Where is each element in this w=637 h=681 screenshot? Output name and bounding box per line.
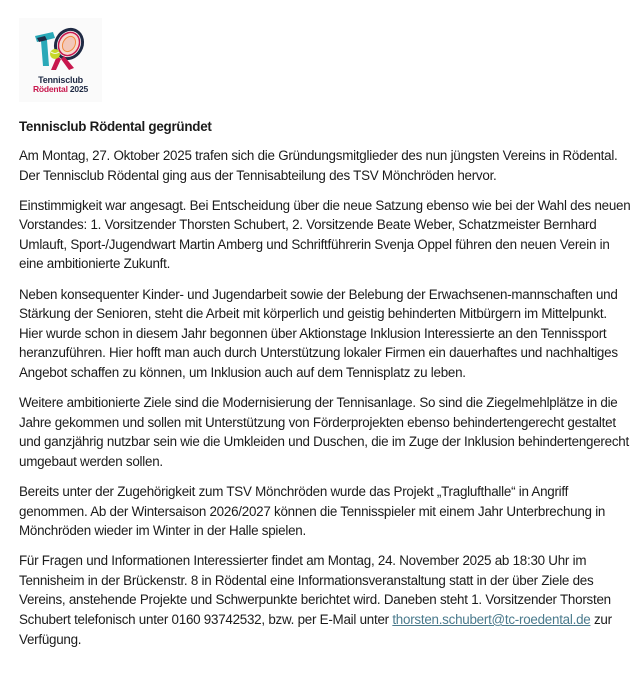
article <box>19 117 631 660</box>
article-title: Tennisclub Rödental gegründet <box>19 119 212 134</box>
logo-text-name <box>19 84 102 94</box>
article-paragraph: Bereits unter der Zugehörigkeit zum TSV Mönchröden wurde das Projekt „Traglufthalle“ in Angriff genommen. Ab der Wintersaison 2026/2027 können die Tennisspieler mit einem Jahr Unterbrechung in Mönchröden wieder im Winter in der Halle spielen. <box>19 483 606 539</box>
logo-text-club: Tennisclub <box>38 75 83 85</box>
email-link[interactable]: thorsten.schubert@tc-roedental.de <box>392 611 591 627</box>
article-paragraph: Einstimmigkeit war angesagt. Bei Entscheidung über die neue Satzung ebenso wie bei der Wahl des neuen Vorstandes: 1. Vorsitzender Thorsten Schubert, 2. Vorsitzende Beate Weber, Schatzmeister Bernhard Umlauft, Sport-/Jugendwart Martin Amberg und Schriftführerin Svenja Oppel führen den neuen Verein in eine ambitionierte Zukunft. <box>19 197 631 272</box>
logo-text-year: 2025 <box>69 84 89 94</box>
article-paragraph: Weitere ambitionierte Ziele sind die Modernisierung der Tennisanlage. So sind die Ziegelmehlplätze in die Jahre gekommen und sollen mit Unterstützung von Förderprojekten ebenso behindertengerecht gestaltet und ganzjährig nutzbar sein wie die Umkleiden und Duschen, die im Zuge der Inklusion behindertengerecht umgebaut werden sollen. <box>19 395 629 469</box>
article-paragraph-contact <box>19 551 631 649</box>
club-logo <box>19 18 102 102</box>
logo-text-place: Rödental <box>32 84 68 94</box>
contact-text: Für Fragen und Informationen Interessierter findet am Montag, 24. November 2025 ab 18:30 Uhr im Tennisheim in der Brückenstr. 8 in Rödental eine Informationsveranstaltung statt in der über Ziele des Vereins, anstehende Projekte und Schwerpunkte berichtet wird. Daneben steht 1. Vorsitzender Thorsten Schubert telefonisch unter 0160 93742532, bzw. per E-Mail unter <box>19 553 611 627</box>
tennis-racket-logo-icon <box>31 26 89 74</box>
contact-text-end: zur Verfügung. <box>19 611 612 647</box>
article-paragraph: Am Montag, 27. Oktober 2025 trafen sich die Gründungsmitglieder des nun jüngsten Vereins in Rödental. Der Tennisclub Rödental ging aus der Tennisabteilung des TSV Mönchröden hervor. <box>19 148 618 183</box>
article-paragraph: Neben konsequenter Kinder- und Jugendarbeit sowie der Belebung der Erwachsenen-mannschaften und Stärkung der Senioren, steht die Arbeit mit körperlich und geistig behinderten Mitbürgern im Mittelpunkt. Hier wurde schon in diesem Jahr begonnen über Aktionstage Inklusion Interessierte an den Tennissport heranzuführen. Hier hofft man auch durch Unterstützung lokaler Firmen ein dauerhaftes und nachhaltiges Angebot schaffen zu können, um Inklusion auch auf dem Tennisplatz zu leben. <box>19 286 618 380</box>
